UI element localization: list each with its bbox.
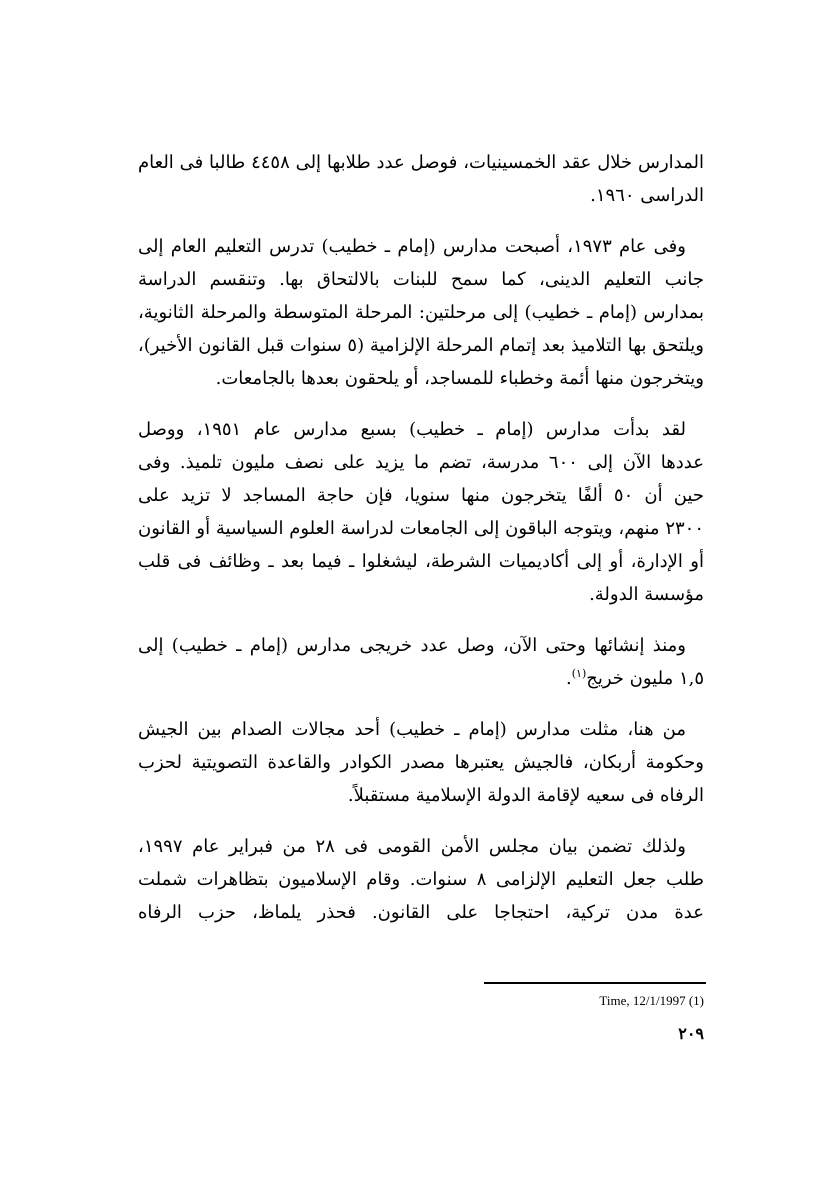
text-line: ولذلك تضمن بيان مجلس الأمن القومى فى ٢٨ من فبراير عام ١٩٩٧، xyxy=(138,836,687,857)
paragraph-1 xyxy=(138,146,704,212)
text-line: ومنذ إنشائها وحتى الآن، وصل عدد خريجى مدارس (إمام ـ خطيب) إلى xyxy=(138,635,686,656)
paragraph-4 xyxy=(138,629,704,695)
paragraph-2 xyxy=(138,230,704,395)
text-line: جانب التعليم الدينى، كما سمح للبنات بالالتحاق بها. وتنقسم الدراسة xyxy=(138,269,704,290)
text-line: عدة مدن تركية، احتجاجا على القانون. فحذر يلماظ، حزب الرفاه xyxy=(138,902,704,923)
text-line: أو الإدارة، أو إلى أكاديميات الشرطة، ليشغلوا ـ فيما بعد ـ وظائف فى قلب xyxy=(138,551,704,572)
text-line: وحكومة أربكان، فالجيش يعتبرها مصدر الكوادر والقاعدة التصويتية لحزب xyxy=(138,752,704,773)
text-line: ٢٣٠٠ منهم، ويتوجه الباقون إلى الجامعات لدراسة العلوم السياسية أو القانون xyxy=(138,518,704,539)
footnote-reference[interactable]: (١) xyxy=(571,667,587,680)
footnote-divider xyxy=(484,982,706,984)
text-line: لقد بدأت مدارس (إمام ـ خطيب) بسبع مدارس عام ١٩٥١، ووصل xyxy=(138,419,686,440)
text-line: ويتخرجون منها أئمة وخطباء للمساجد، أو يلحقون بعدها بالجامعات. xyxy=(215,368,704,389)
text-line: وفى عام ١٩٧٣، أصبحت مدارس (إمام ـ خطيب) تدرس التعليم العام إلى xyxy=(138,236,686,257)
body-text xyxy=(138,146,704,947)
text-line: الدراسى ١٩٦٠. xyxy=(590,185,704,206)
text-line: الرفاه فى سعيه لإقامة الدولة الإسلامية مستقبلاً. xyxy=(347,785,704,806)
text-fragment: ١,٥ مليون خريج xyxy=(586,668,704,689)
paragraph-5 xyxy=(138,713,704,812)
text-line: مؤسسة الدولة. xyxy=(589,584,704,605)
text-fragment: . xyxy=(566,668,572,689)
text-line xyxy=(138,662,704,695)
footnote: Time, 12/1/1997 (1) xyxy=(599,993,704,1008)
text-line: ويلتحق بها التلاميذ بعد إتمام المرحلة الإلزامية (٥ سنوات قبل القانون الأخير)، xyxy=(137,335,704,356)
text-line: عددها الآن إلى ٦٠٠ مدرسة، تضم ما يزيد على نصف مليون تلميذ. وفى xyxy=(138,452,704,473)
text-line: من هنا، مثلت مدارس (إمام ـ خطيب) أحد مجالات الصدام بين الجيش xyxy=(138,719,686,740)
page-number: ٢٠٩ xyxy=(678,1024,704,1043)
paragraph-3 xyxy=(138,413,704,611)
text-line: حين أن ٥٠ ألفًا يتخرجون منها سنويا، فإن حاجة المساجد لا تزيد على xyxy=(138,485,704,506)
text-line: طلب جعل التعليم الإلزامى ٨ سنوات. وقام الإسلاميون بتظاهرات شملت xyxy=(138,869,704,890)
text-line: المدارس خلال عقد الخمسينيات، فوصل عدد طلابها إلى ٤٤٥٨ طالبا فى العام xyxy=(138,152,705,173)
text-line: بمدارس (إمام ـ خطيب) إلى مرحلتين: المرحلة المتوسطة والمرحلة الثانوية، xyxy=(138,302,704,323)
paragraph-6 xyxy=(138,830,704,929)
